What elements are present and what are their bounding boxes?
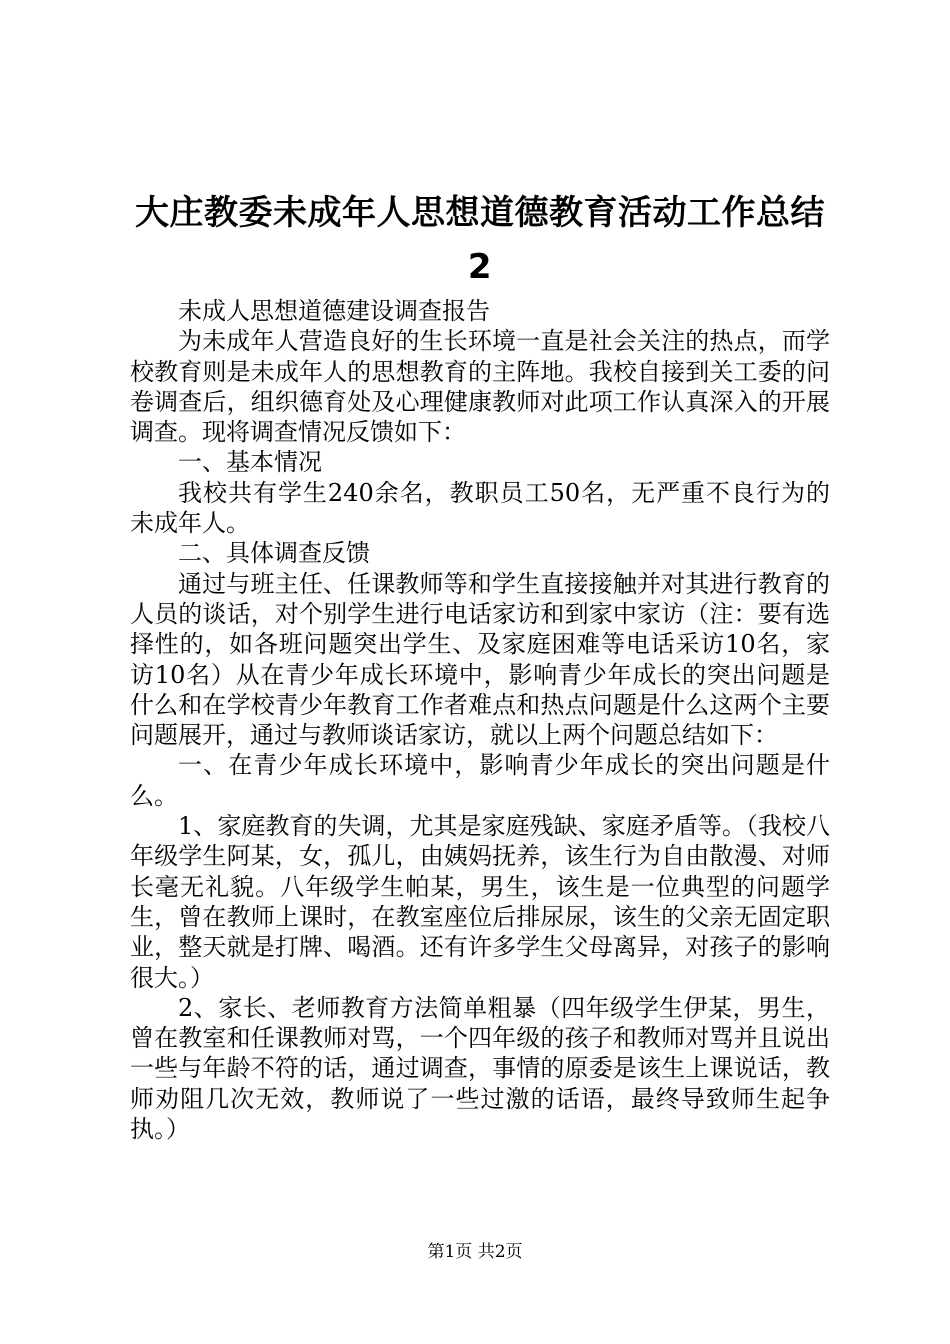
title-line-1: 大庄教委未成年人思想道德教育活动工作总结: [135, 193, 825, 233]
document-title: [100, 186, 860, 294]
page-footer: 第1页 共2页: [427, 1242, 523, 1262]
subsection-heading: 一、在青少年成长环境中，影响青少年成长的突出问题是什么。: [130, 751, 830, 810]
section-heading-basic: 一、基本情况: [178, 448, 322, 477]
section-heading-feedback: 二、具体调查反馈: [178, 539, 370, 568]
feedback-paragraph: 通过与班主任、任课教师等和学生直接接触并对其进行教育的人员的谈话，对个别学生进行电话家访和到家中家访（注：要有选择性的，如各班问题突出学生、及家庭困难等电话采访10名，家访10名）从在青少年成长环境中，影响青少年成长的突出问题是什么和在学校青少年教育工作者难点和热点问题是什么这两个主要问题展开，通过与教师谈话家访，就以上两个问题总结如下：: [130, 569, 830, 750]
point-2-paragraph: 2、家长、老师教育方法简单粗暴（四年级学生伊某，男生，曾在教室和任课教师对骂，一个四年级的孩子和教师对骂并且说出一些与年龄不符的话，通过调查，事情的原委是该生上课说话，教师劝阻几次无效，教师说了一些过激的话语，最终导致师生起争执。）: [130, 993, 830, 1144]
title-line-2: 2: [467, 247, 493, 287]
document-body: [130, 296, 830, 1144]
intro-paragraph: 为未成年人营造良好的生长环境一直是社会关注的热点，而学校教育则是未成年人的思想教育的主阵地。我校自接到关工委的问卷调查后，组织德育处及心理健康教师对此项工作认真深入的开展调查。现将调查情况反馈如下：: [130, 327, 830, 447]
point-1-paragraph: 1、家庭教育的失调，尤其是家庭残缺、家庭矛盾等。（我校八年级学生阿某，女，孤儿，由姨妈抚养，该生行为自由散漫、对师长毫无礼貌。八年级学生帕某，男生，该生是一位典型的问题学生，曾在教师上课时，在教室座位后排尿尿，该生的父亲无固定职业，整天就是打牌、喝酒。还有许多学生父母离异，对孩子的影响很大。）: [130, 812, 830, 992]
basic-info-paragraph: 我校共有学生240余名，教职员工50名，无严重不良行为的未成年人。: [130, 478, 830, 538]
report-subtitle: 未成人思想道德建设调查报告: [178, 297, 490, 325]
